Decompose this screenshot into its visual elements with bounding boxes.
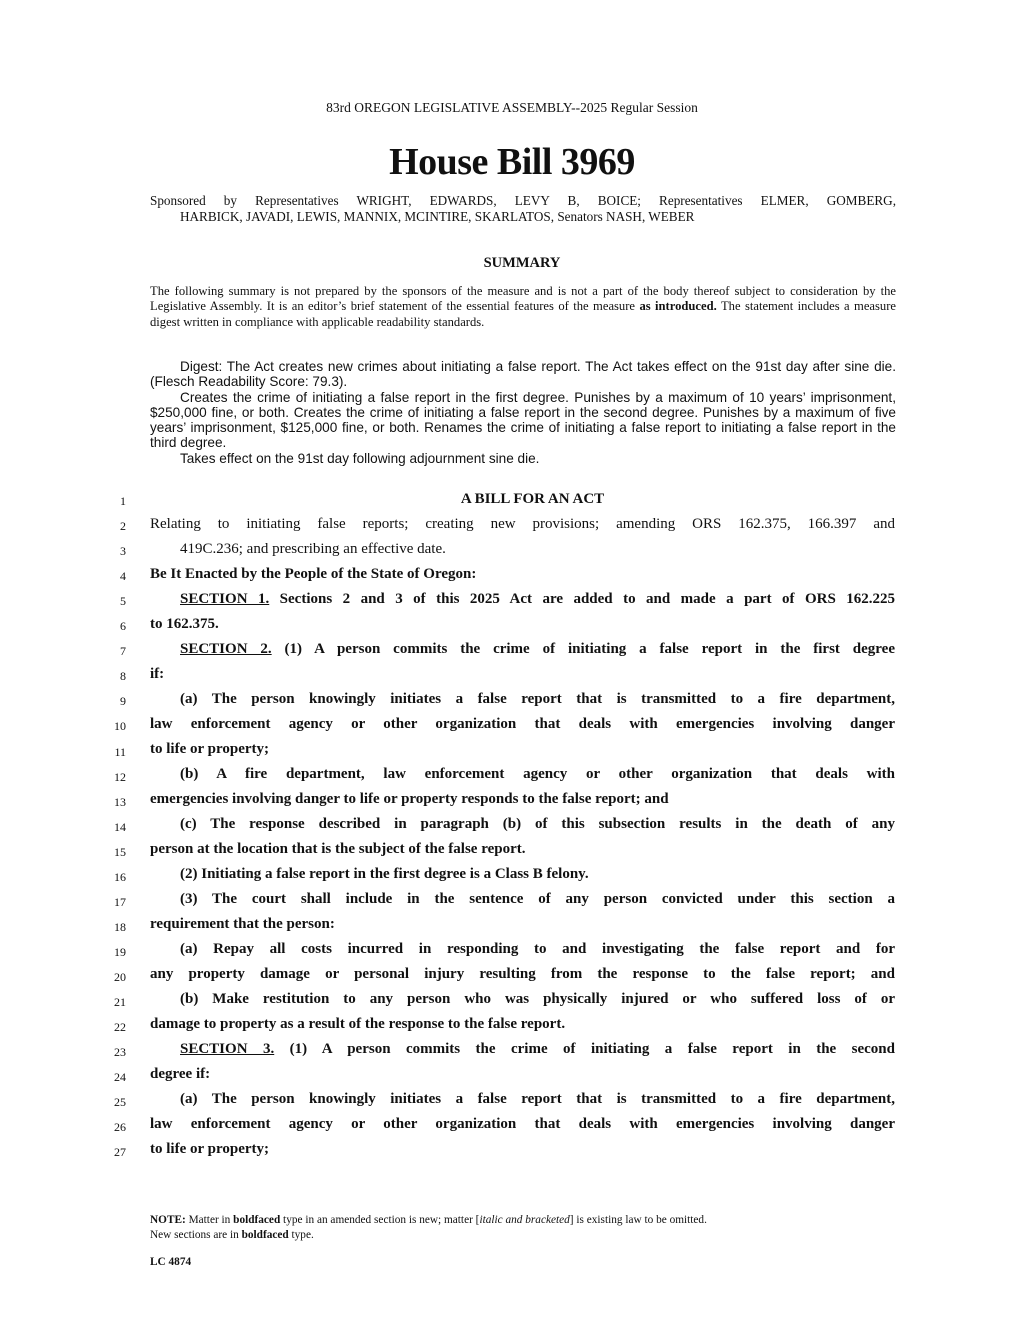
line-number: 27 xyxy=(114,1145,126,1160)
bill-line-16: (2) Initiating a false report in the first degree is a Class B felony. xyxy=(180,866,589,882)
line-number: 8 xyxy=(120,669,126,684)
line-number: 1 xyxy=(120,494,126,508)
line-number: 23 xyxy=(114,1045,126,1060)
bill-line-14: (c) The response described in paragraph (b) of this subsection results in the death of any xyxy=(180,816,895,832)
note-text: Matter in xyxy=(185,1214,234,1226)
summary-bold: as introduced. xyxy=(639,299,717,314)
footnote-line-1 xyxy=(150,1213,910,1228)
bill-title: House Bill 3969 xyxy=(389,141,635,183)
bill-line-19: (a) Repay all costs incurred in responding to and investigating the false report and for xyxy=(180,941,895,957)
bill-line-21: (b) Make restitution to any person who was physically injured or who suffered loss of or xyxy=(180,991,895,1007)
note-text: type in an amended section is new; matter [ xyxy=(280,1214,480,1226)
enacting-clause: Be It Enacted by the People of the State of Oregon: xyxy=(150,566,477,582)
bill-line-2: Relating to initiating false reports; creating new provisions; amending ORS 162.375, 166.397 and xyxy=(150,516,895,532)
bill-line-26: law enforcement agency or other organization that deals with emergencies involving danger xyxy=(150,1116,895,1132)
footnote-line-2 xyxy=(150,1228,910,1243)
line-number: 11 xyxy=(114,744,126,759)
bill-line-6: to 162.375. xyxy=(150,616,219,632)
section-3 xyxy=(150,1041,895,1061)
bill-line-27: to life or property; xyxy=(150,1141,269,1157)
line-number: 12 xyxy=(114,769,126,784)
bill-line-3: 419C.236; and prescribing an effective date. xyxy=(180,541,446,557)
line-number: 7 xyxy=(120,644,126,659)
line-number: 13 xyxy=(114,794,126,809)
lc-number: LC 4874 xyxy=(150,1256,192,1268)
line-number: 15 xyxy=(114,844,126,859)
line-number: 24 xyxy=(114,1070,126,1085)
line-number: 10 xyxy=(114,719,126,734)
line-number: 6 xyxy=(120,619,126,634)
bill-line-11: to life or property; xyxy=(150,741,269,757)
bill-line-20: any property damage or personal injury resulting from the response to the false report; and xyxy=(150,966,895,982)
line-number: 21 xyxy=(114,995,126,1009)
line-number: 3 xyxy=(120,544,126,559)
note-bold: boldfaced xyxy=(241,1229,289,1241)
line-number: 17 xyxy=(114,894,126,909)
bill-heading: A BILL FOR AN ACT xyxy=(460,491,605,507)
sponsors-line-1: Sponsored by Representatives WRIGHT, EDWARDS, LEVY B, BOICE; Representatives ELMER, GOMBERG, xyxy=(150,193,896,208)
line-number: 4 xyxy=(120,569,126,584)
note-text: type. xyxy=(288,1229,314,1241)
footnote xyxy=(150,1213,910,1243)
line-number: 25 xyxy=(114,1095,126,1110)
summary-text-part: The following summary is not prepared by the sponsors of the measure and is not a part of the body thereof subject to consideration by the Legislative Assembly. It is an editor’s brief statement of the essential features of the measure xyxy=(150,284,896,314)
note-bold: boldfaced xyxy=(233,1214,281,1226)
line-number: 26 xyxy=(114,1120,126,1135)
note-text: ] is existing law to be omitted. xyxy=(569,1214,707,1226)
digest-paragraph: Digest: The Act creates new crimes about initiating a false report. The Act takes effect on the 91st day after sine die. (Flesch Readability Score: 79.3). xyxy=(150,359,896,390)
digest-paragraph: Creates the crime of initiating a false report in the first degree. Punishes by a maximum of 10 years’ imprisonment, $250,000 fine, or both. Creates the crime of initiating a false report in the second degree. Punishes by a maximum of five years’ imprisonment, $125,000 fine, or both. Renames the crime of initiating a false report to initiating a false report in the third degree. xyxy=(150,389,896,451)
note-italic: italic and bracketed xyxy=(479,1214,570,1226)
line-number: 2 xyxy=(120,519,126,534)
bill-line-9: (a) The person knowingly initiates a false report that is transmitted to a fire department, xyxy=(180,691,895,707)
bill-line-8: if: xyxy=(150,666,165,682)
bill-line-12: (b) A fire department, law enforcement agency or other organization that deals with xyxy=(180,766,895,782)
bill-line-22: damage to property as a result of the response to the false report. xyxy=(150,1016,566,1032)
line-number: 9 xyxy=(120,694,126,709)
section-2-text: (1) A person commits the crime of initiating a false report in the first degree xyxy=(271,641,895,657)
sponsors xyxy=(150,193,896,225)
note-label: NOTE: xyxy=(150,1214,186,1226)
digest-paragraph: Takes effect on the 91st day following adjournment sine die. xyxy=(180,450,540,466)
bill-line-24: degree if: xyxy=(150,1066,211,1082)
summary-text xyxy=(150,284,896,330)
session-header: 83rd OREGON LEGISLATIVE ASSEMBLY--2025 Regular Session xyxy=(326,100,698,115)
section-1-text: Sections 2 and 3 of this 2025 Act are added to and made a part of ORS 162.225 xyxy=(269,591,895,607)
summary-text-part: The statement includes a measure digest written in compliance with applicable readability standards. xyxy=(150,299,897,329)
digest xyxy=(150,359,896,466)
bill-line-10: law enforcement agency or other organization that deals with emergencies involving danger xyxy=(150,716,895,732)
line-number: 14 xyxy=(114,819,126,834)
note-text: New sections are in xyxy=(150,1229,242,1241)
bill-line-18: requirement that the person: xyxy=(150,916,335,932)
line-number: 20 xyxy=(114,969,126,984)
section-1 xyxy=(150,591,895,611)
bill-line-17: (3) The court shall include in the sentence of any person convicted under this section a xyxy=(180,891,895,907)
section-3-label: SECTION 3. xyxy=(180,1041,275,1057)
line-number: 16 xyxy=(114,869,126,884)
bill-line-13: emergencies involving danger to life or property responds to the false report; and xyxy=(150,791,669,807)
section-3-text: (1) A person commits the crime of initiating a false report in the second xyxy=(274,1041,895,1057)
line-number: 5 xyxy=(120,594,126,609)
section-1-label: SECTION 1. xyxy=(180,591,270,607)
bill-line-25: (a) The person knowingly initiates a false report that is transmitted to a fire department, xyxy=(180,1091,895,1107)
summary-heading: SUMMARY xyxy=(483,255,561,271)
bill-line-15: person at the location that is the subject of the false report. xyxy=(150,841,526,857)
line-number: 22 xyxy=(114,1020,126,1035)
line-number: 18 xyxy=(114,919,126,934)
line-number: 19 xyxy=(114,944,126,959)
section-2-label: SECTION 2. xyxy=(180,641,272,657)
section-2 xyxy=(150,641,895,661)
sponsors-line-2: HARBICK, JAVADI, LEWIS, MANNIX, MCINTIRE, SKARLATOS, Senators NASH, WEBER xyxy=(180,209,695,224)
